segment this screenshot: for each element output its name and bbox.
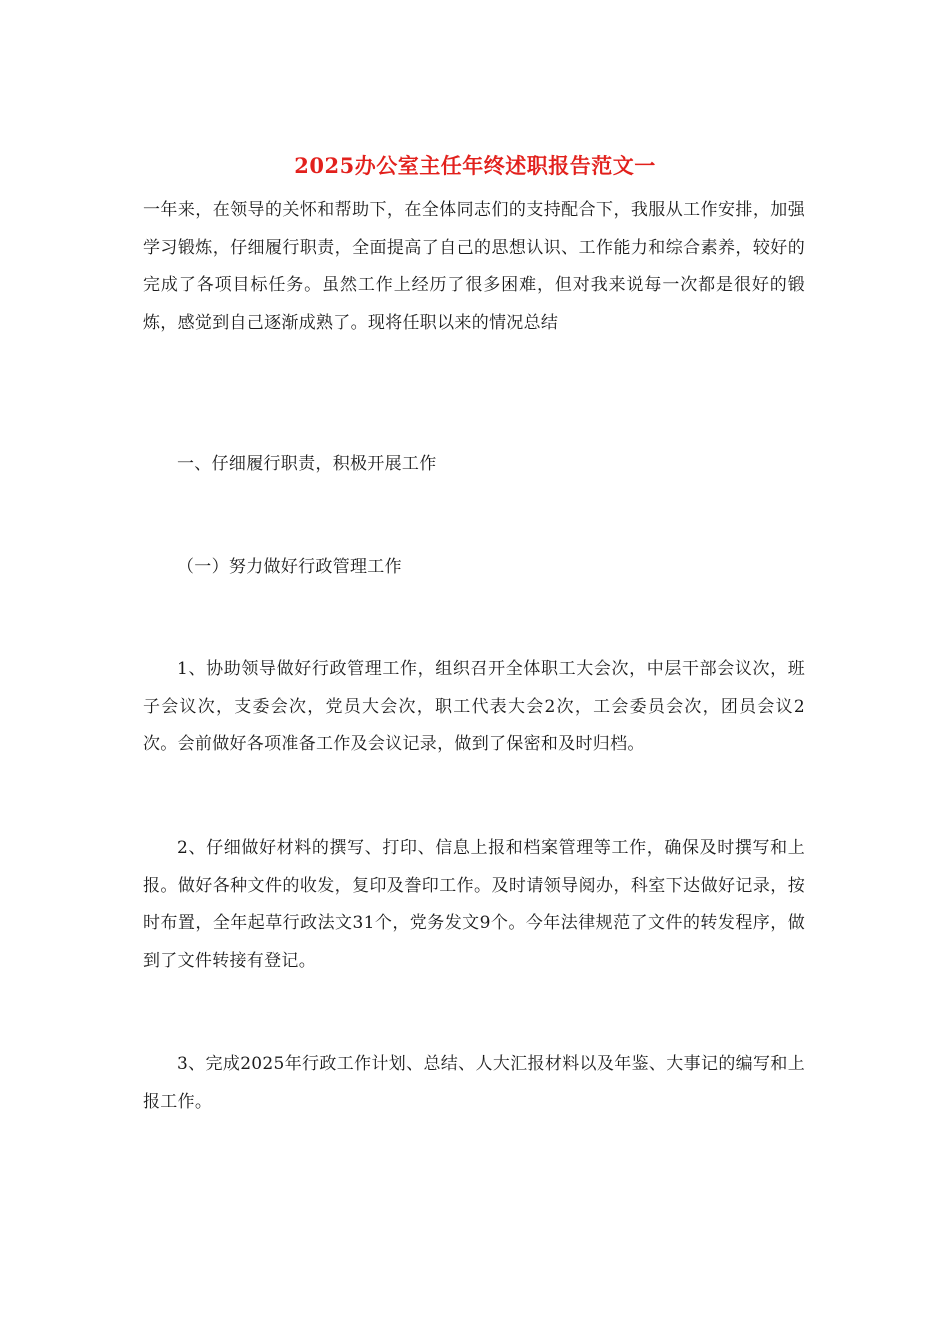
section-heading-1: 一、仔细履行职责，积极开展工作	[177, 454, 437, 474]
intro-paragraph: 一年来，在领导的关怀和帮助下，在全体同志们的支持配合下，我服从工作安排，加强学习锻炼，仔细履行职责，全面提高了自己的思想认识、工作能力和综合素养，较好的完成了各项目标任务。虽然工作上经历了很多困难，但对我来说每一次都是很好的锻炼，感觉到自己逐渐成熟了。现将任职以来的情况总结	[143, 200, 805, 333]
item-paragraph-3: 3、完成2025年行政工作计划、总结、人大汇报材料以及年鉴、大事记的编写和上报工作。	[143, 1054, 805, 1112]
subsection-heading-1: （一）努力做好行政管理工作	[177, 557, 402, 577]
document-title: 2025办公室主任年终述职报告范文一	[294, 153, 656, 178]
item-paragraph-2: 2、仔细做好材料的撰写、打印、信息上报和档案管理等工作，确保及时撰写和上报。做好各种文件的收发，复印及誊印工作。及时请领导阅办，科室下达做好记录，按时布置，全年起草行政法文31个，党务发文9个。今年法律规范了文件的转发程序，做到了文件转接有登记。	[143, 838, 805, 971]
item-paragraph-1: 1、协助领导做好行政管理工作，组织召开全体职工大会次，中层干部会议次，班子会议次，支委会次，党员大会次，职工代表大会2次，工会委员会次，团员会议2次。会前做好各项准备工作及会议记录，做到了保密和及时归档。	[143, 659, 805, 754]
